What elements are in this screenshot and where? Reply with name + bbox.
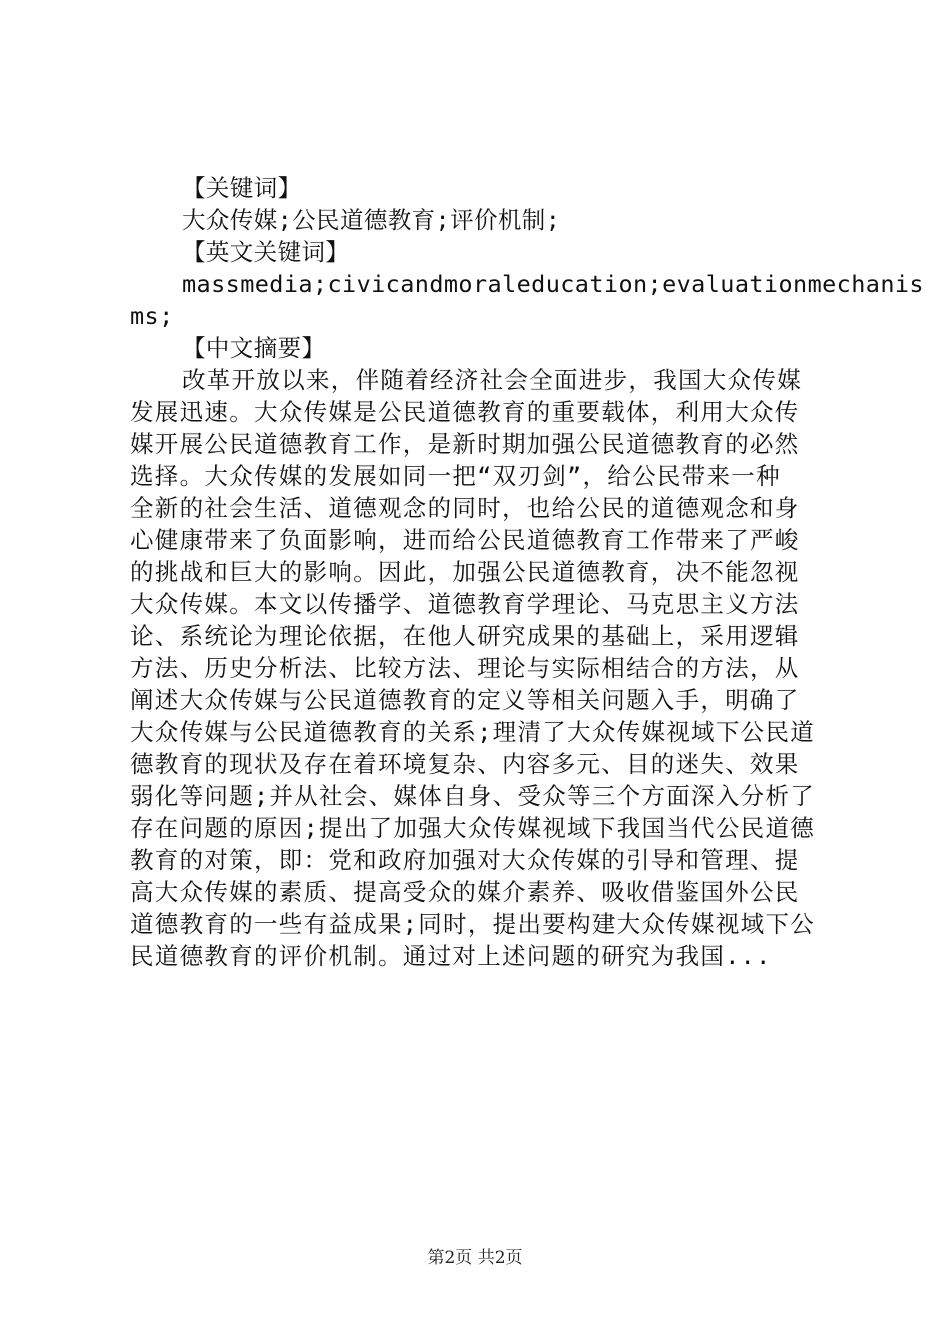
abstract-line: 德教育的现状及存在着环境复杂、内容多元、目的迷失、效果 xyxy=(130,750,800,778)
abstract-line: 教育的对策，即：党和政府加强对大众传媒的引导和管理、提 xyxy=(130,846,800,874)
english-keywords-text: massmedia;civicandmoraleducation;evaluationmechanis xyxy=(182,270,924,298)
abstract-line: 改革开放以来，伴随着经济社会全面进步，我国大众传媒 xyxy=(182,366,802,394)
abstract-line: 媒开展公民道德教育工作，是新时期加强公民道德教育的必然 xyxy=(130,430,800,458)
abstract-line: 心健康带来了负面影响，进而给公民道德教育工作带来了严峻 xyxy=(130,526,800,554)
keywords-text: 大众传媒;公民道德教育;评价机制; xyxy=(182,206,561,234)
page-number-footer: 第2页 共2页 xyxy=(427,1248,523,1268)
english-keywords-text-continued: ms; xyxy=(130,302,174,330)
abstract-paragraph xyxy=(130,364,830,972)
abstract-line: 论、系统论为理论依据，在他人研究成果的基础上，采用逻辑 xyxy=(130,622,800,650)
abstract-line: 高大众传媒的素质、提高受众的媒介素养、吸收借鉴国外公民 xyxy=(130,878,800,906)
abstract-line: 阐述大众传媒与公民道德教育的定义等相关问题入手，明确了 xyxy=(130,686,800,714)
abstract-heading: 【中文摘要】 xyxy=(182,334,326,362)
abstract-line: 道德教育的一些有益成果;同时，提出要构建大众传媒视域下公 xyxy=(130,910,816,938)
abstract-line: 选择。大众传媒的发展如同一把“双刃剑”，给公民带来一种 xyxy=(130,462,781,490)
abstract-line: 大众传媒与公民道德教育的关系;理清了大众传媒视域下公民道 xyxy=(130,718,816,746)
abstract-line: 弱化等问题;并从社会、媒体自身、受众等三个方面深入分析了 xyxy=(130,782,816,810)
abstract-line: 存在问题的原因;提出了加强大众传媒视域下我国当代公民道德 xyxy=(130,814,816,842)
document-body xyxy=(130,172,924,972)
abstract-line: 发展迅速。大众传媒是公民道德教育的重要载体，利用大众传 xyxy=(130,398,800,426)
abstract-line: 的挑战和巨大的影响。因此，加强公民道德教育，决不能忽视 xyxy=(130,558,800,586)
abstract-line: 大众传媒。本文以传播学、道德教育学理论、马克思主义方法 xyxy=(130,590,800,618)
abstract-line: 方法、历史分析法、比较方法、理论与实际相结合的方法，从 xyxy=(130,654,800,682)
english-keywords-heading: 【英文关键词】 xyxy=(182,238,350,266)
abstract-line: 全新的社会生活、道德观念的同时，也给公民的道德观念和身 xyxy=(130,494,800,522)
abstract-line: 民道德教育的评价机制。通过对上述问题的研究为我国... xyxy=(130,942,772,970)
keywords-heading: 【关键词】 xyxy=(182,174,302,202)
